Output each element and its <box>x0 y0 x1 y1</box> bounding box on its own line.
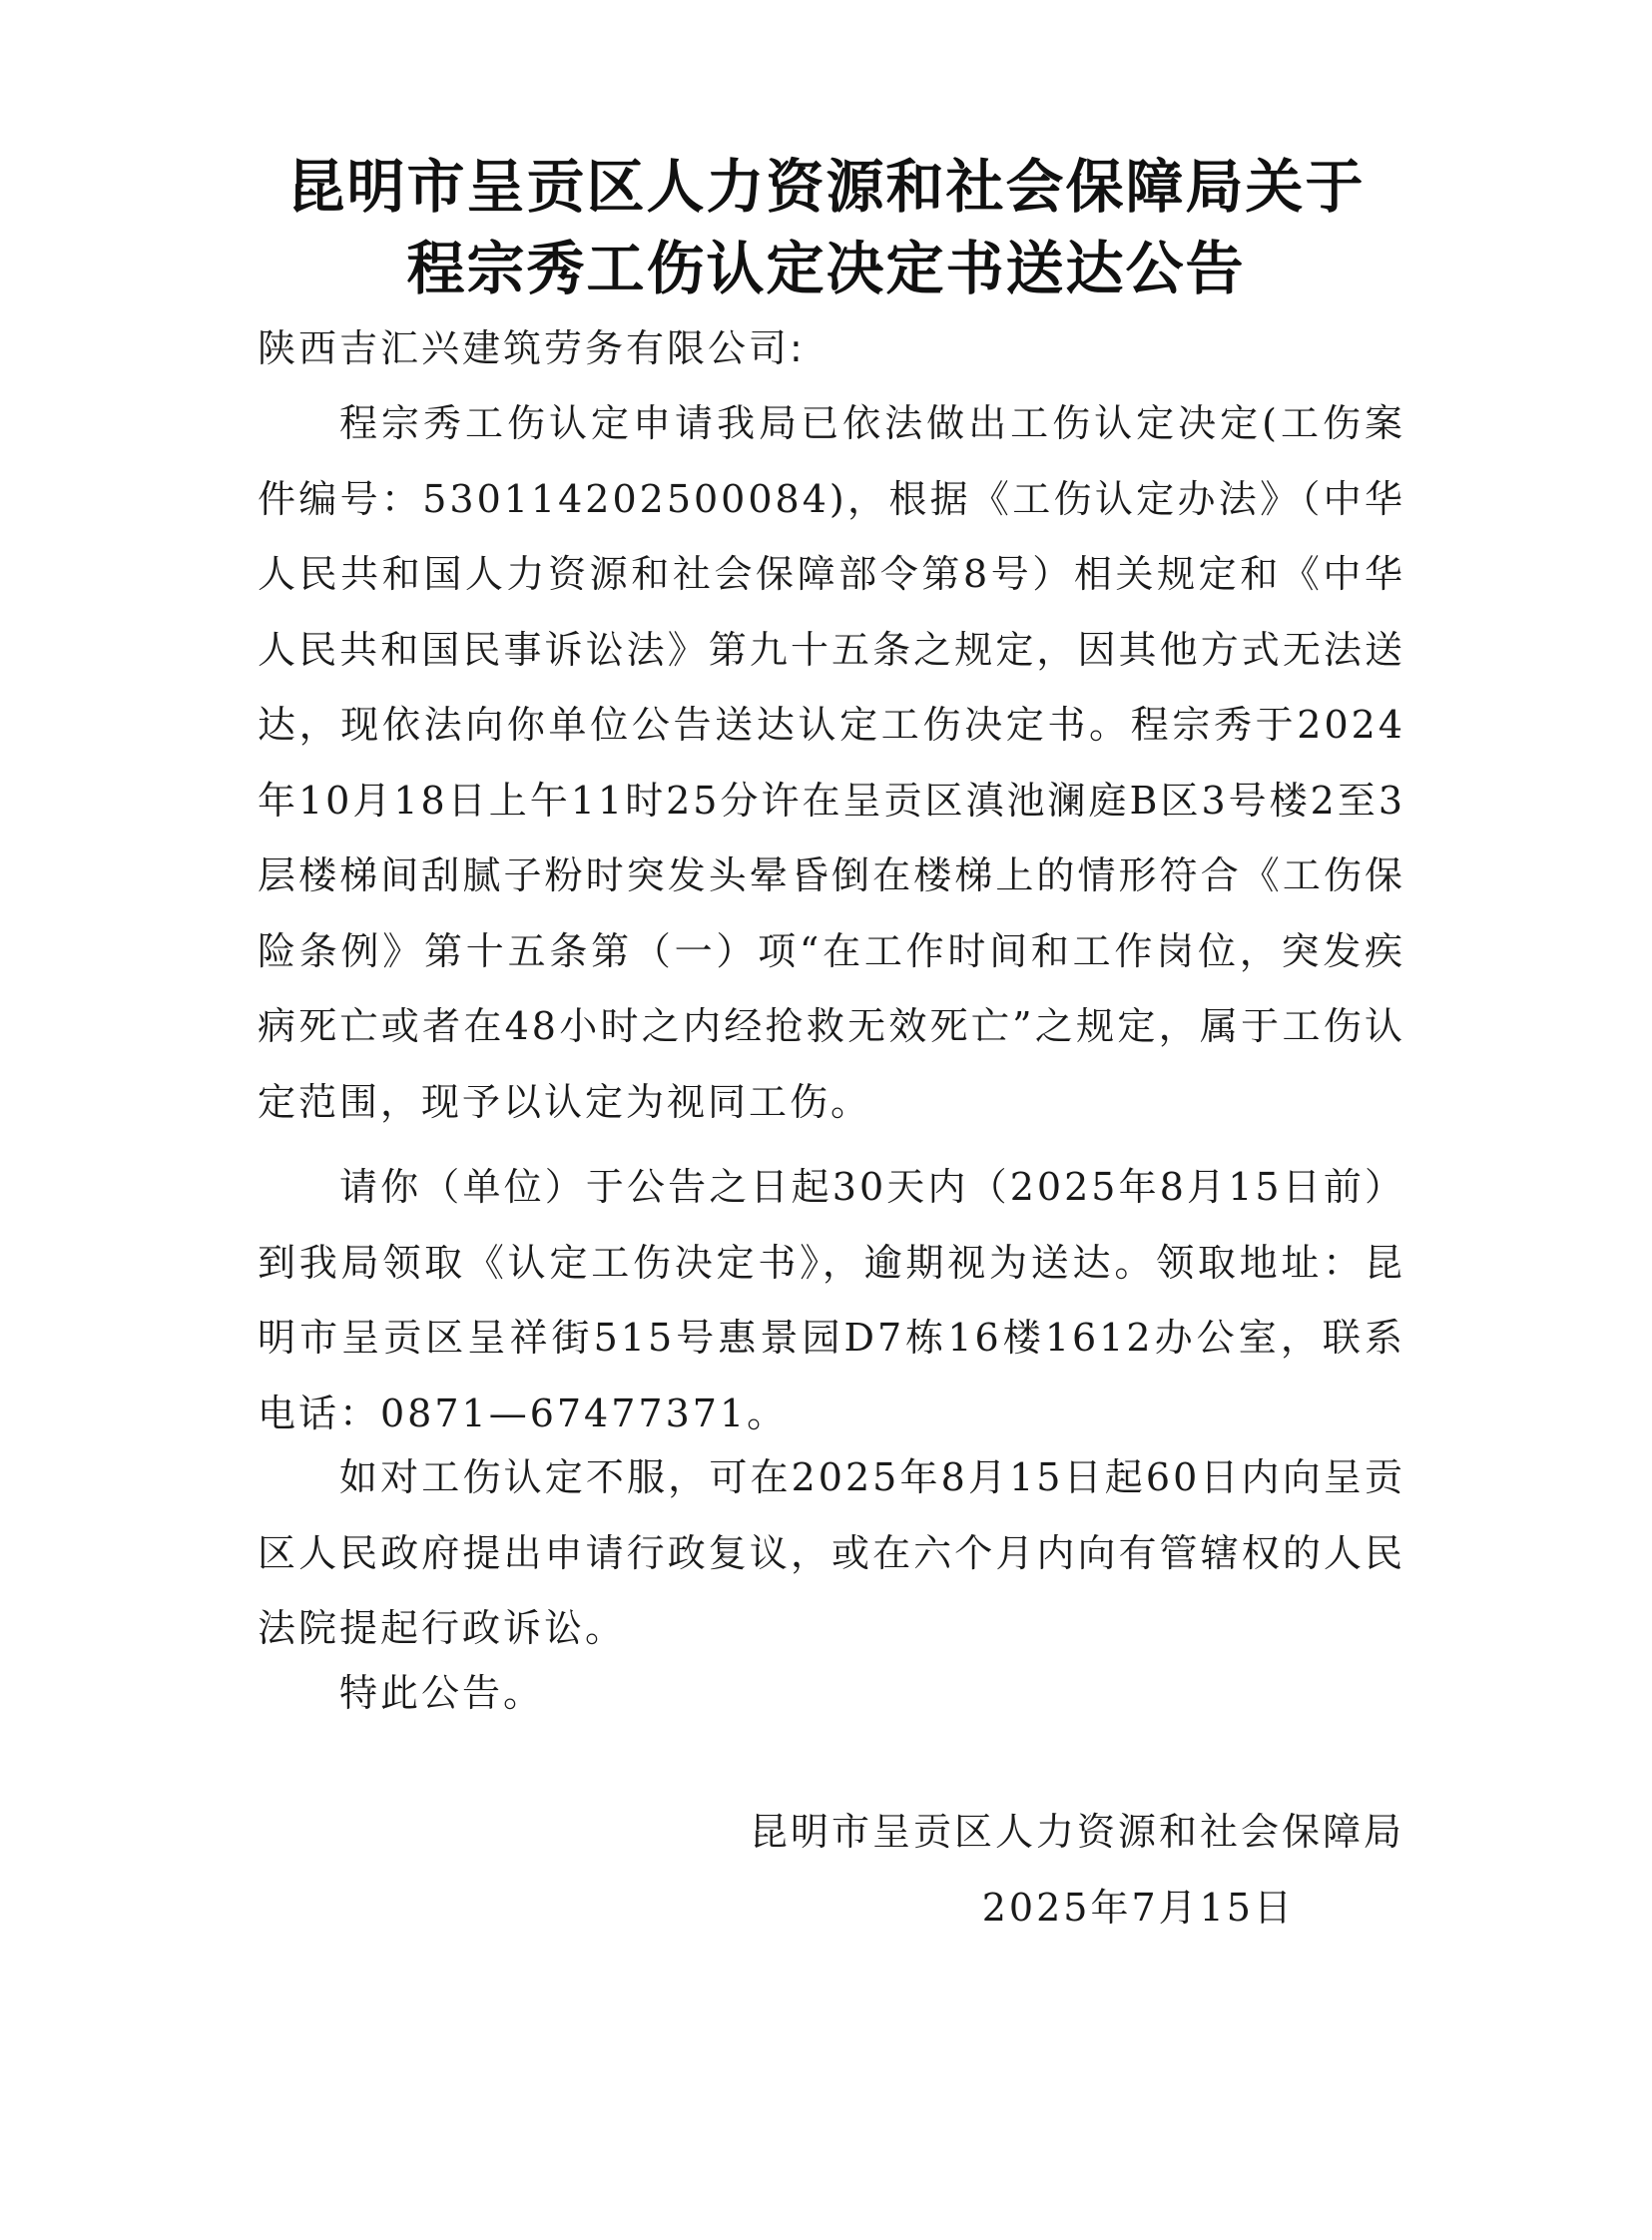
addressee: 陕西吉汇兴建筑劳务有限公司: <box>258 326 806 370</box>
notice-title-line1: 昆明市呈贡区人力资源和社会保障局关于 <box>286 153 1366 221</box>
body-paragraph-appeal: 如对工伤认定不服，可在2025年8月15日起60日内向呈贡区人民政府提出申请行政复议，或在六个月内向有管辖权的人民法院提起行政诉讼。 <box>258 1455 1405 1650</box>
body-paragraph-collection: 请你（单位）于公告之日起30天内（2025年8月15日前）到我局领取《认定工伤决定书》，逾期视为送达。领取地址：昆明市呈贡区呈祥街515号惠景园D7栋16楼1612办公室，联系电话：0871—67477371。 <box>258 1165 1405 1435</box>
signature-organization: 昆明市呈贡区人力资源和社会保障局 <box>749 1810 1404 1854</box>
body-paragraph-decision: 程宗秀工伤认定申请我局已依法做出工伤认定决定(工伤案件编号：530114202500084)，根据《工伤认定办法》（中华人民共和国人力资源和社会保障部令第8号）相关规定和《中华人民共和国民事诉讼法》第九十五条之规定，因其他方式无法送达，现依法向你单位公告送达认定工伤决定书。程宗秀于2024年10月18日上午11时25分许在呈贡区滇池澜庭B区3号楼2至3层楼梯间刮腻子粉时突发头晕昏倒在楼梯上的情形符合《工伤保险条例》第十五条第（一）项“在工作时间和工作岗位，突发疾病死亡或者在48小时之内经抢救无效死亡”之规定，属于工伤认定范围，现予以认定为视同工伤。 <box>258 401 1405 1124</box>
signature-date: 2025年7月15日 <box>981 1886 1295 1930</box>
notice-title-line2: 程宗秀工伤认定决定书送达公告 <box>406 235 1246 302</box>
body-paragraph-closing: 特此公告。 <box>339 1671 545 1715</box>
